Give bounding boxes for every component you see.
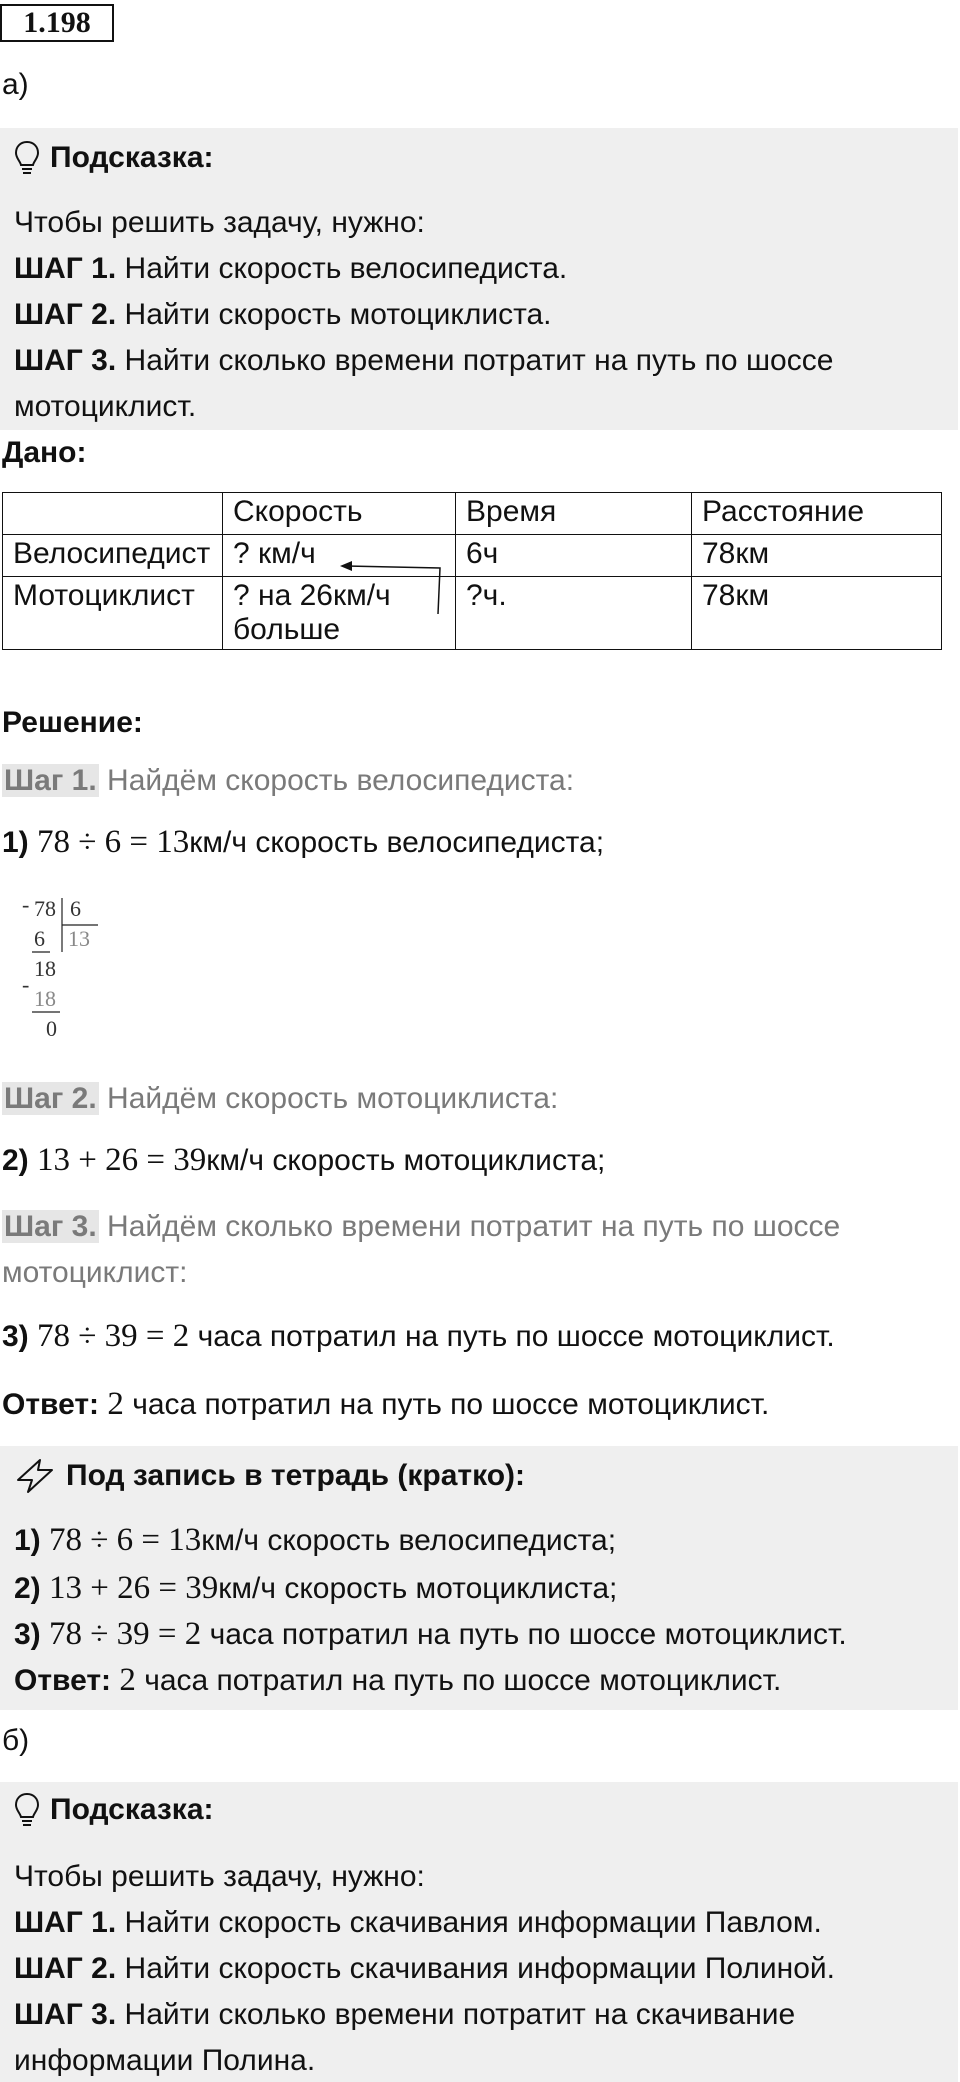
equation-1: 1) 78 ÷ 6 = 13км/ч скорость велосипедиста; bbox=[2, 824, 605, 860]
given-table bbox=[2, 492, 942, 650]
table-cell: ? км/ч bbox=[223, 535, 456, 577]
hint-step-b-1: ШАГ 1. Найти скорость скачивания информации Павлом. bbox=[14, 1906, 822, 1939]
answer-a: Ответ: 2 часа потратил на путь по шоссе мотоциклист. bbox=[2, 1386, 770, 1422]
notebook-line-2: 2) 13 + 26 = 39км/ч скорость мотоциклиста; bbox=[14, 1570, 618, 1606]
solution-step-1: Шаг 1. Найдём скорость велосипедиста: bbox=[4, 764, 575, 797]
hint-title-b: Подсказка: bbox=[14, 1792, 214, 1828]
notebook-line-3: 3) 78 ÷ 39 = 2 часа потратил на путь по шоссе мотоциклист. bbox=[14, 1616, 847, 1652]
solution-step-2: Шаг 2. Найдём скорость мотоциклиста: bbox=[4, 1082, 559, 1115]
table-cell: 6ч bbox=[456, 535, 692, 577]
hint-step-a-3: ШАГ 3. Найти сколько времени потратит на путь по шоссе bbox=[14, 344, 834, 377]
hint-title-a: Подсказка: bbox=[14, 140, 214, 176]
part-a-label: а) bbox=[2, 68, 29, 101]
table-row bbox=[3, 577, 942, 650]
hint-panel-b bbox=[0, 1782, 958, 2082]
table-cell: ?ч. bbox=[456, 577, 692, 650]
problem-number: 1.198 bbox=[0, 4, 114, 42]
solution-step-3-cont: мотоциклист: bbox=[2, 1256, 188, 1289]
table-cell bbox=[3, 493, 223, 535]
table-header-row bbox=[3, 493, 942, 535]
table-cell: Мотоциклист bbox=[3, 577, 223, 650]
hint-step-a-3-cont: мотоциклист. bbox=[14, 390, 197, 423]
lightbulb-icon bbox=[14, 140, 40, 176]
table-cell: Время bbox=[456, 493, 692, 535]
table-row bbox=[3, 535, 942, 577]
table-cell: 78км bbox=[692, 577, 942, 650]
comparison-arrow bbox=[340, 556, 450, 616]
solution-step-3: Шаг 3. Найдём сколько времени потратит на путь по шоссе bbox=[4, 1210, 841, 1243]
table-cell: Велосипедист bbox=[3, 535, 223, 577]
notebook-line-1: 1) 78 ÷ 6 = 13км/ч скорость велосипедиста; bbox=[14, 1522, 617, 1558]
table-cell: Скорость bbox=[223, 493, 456, 535]
part-b-label: б) bbox=[2, 1724, 30, 1757]
lightbulb-icon bbox=[14, 1792, 40, 1828]
table-cell: 78км bbox=[692, 535, 942, 577]
notebook-answer: Ответ: 2 часа потратил на путь по шоссе мотоциклист. bbox=[14, 1662, 782, 1698]
given-label: Дано: bbox=[2, 436, 87, 469]
hint-step-a-1: ШАГ 1. Найти скорость велосипедиста. bbox=[14, 252, 568, 285]
equation-3: 3) 78 ÷ 39 = 2 часа потратил на путь по шоссе мотоциклист. bbox=[2, 1318, 835, 1354]
hint-step-b-3: ШАГ 3. Найти сколько времени потратит на скачивание bbox=[14, 1998, 796, 2031]
notebook-panel bbox=[0, 1446, 958, 1710]
solution-label: Решение: bbox=[2, 706, 143, 739]
hint-panel-a bbox=[0, 128, 958, 430]
equation-2: 2) 13 + 26 = 39км/ч скорость мотоциклиста; bbox=[2, 1142, 606, 1178]
lightning-icon bbox=[14, 1458, 56, 1494]
hint-intro-a: Чтобы решить задачу, нужно: bbox=[14, 206, 425, 239]
hint-step-a-2: ШАГ 2. Найти скорость мотоциклиста. bbox=[14, 298, 552, 331]
notebook-title: Под запись в тетрадь (кратко): bbox=[14, 1458, 525, 1494]
hint-step-b-2: ШАГ 2. Найти скорость скачивания информации Полиной. bbox=[14, 1952, 835, 1985]
hint-intro-b: Чтобы решить задачу, нужно: bbox=[14, 1860, 425, 1893]
table-cell: ? на 26км/ч больше bbox=[223, 577, 456, 650]
hint-step-b-3-cont: информации Полина. bbox=[14, 2044, 316, 2077]
table-cell: Расстояние bbox=[692, 493, 942, 535]
